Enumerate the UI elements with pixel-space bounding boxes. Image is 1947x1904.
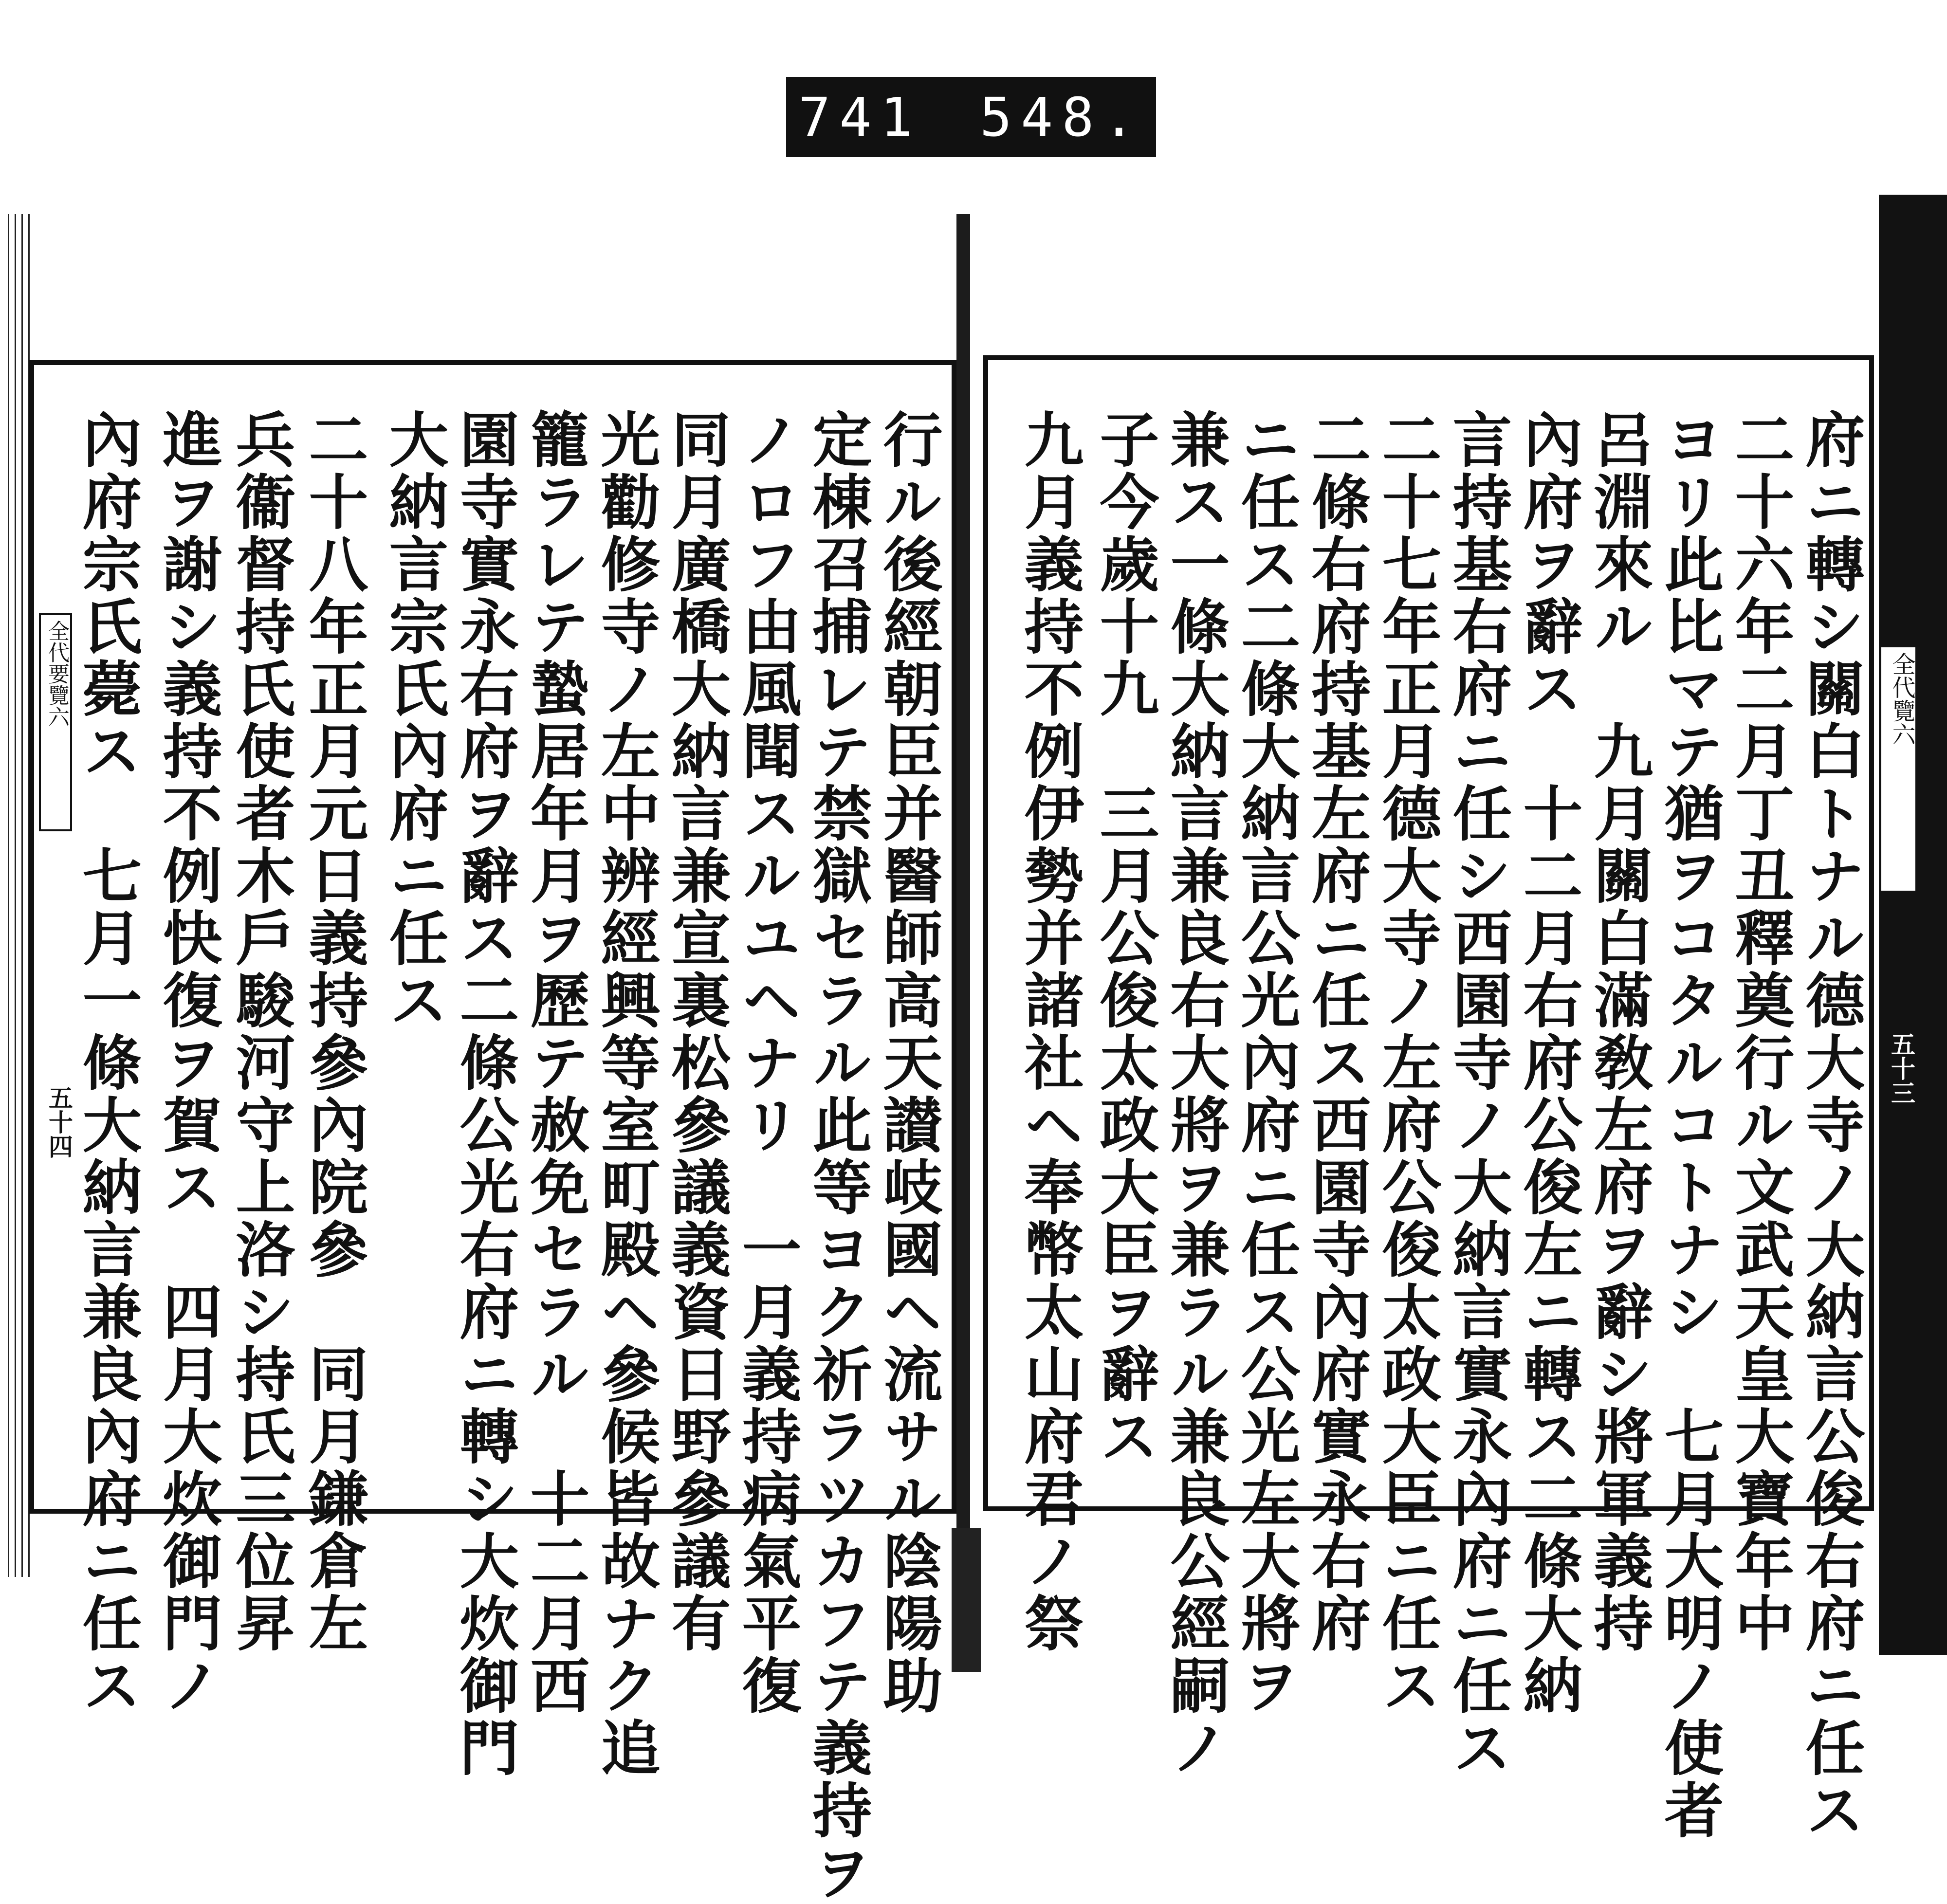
- right-page-column: 九月義持不例伊勢并諸社ヘ奉幣太山府君ノ祭: [1014, 409, 1084, 1655]
- right-page-column: 呂淵來ル 九月關白滿敎左府ヲ辭シ將軍義持: [1584, 409, 1654, 1655]
- left-page-column: ノロフ由風聞スルユヘナリ 一月義持病氣平復: [732, 409, 802, 1717]
- right-page-column: ニ任ス二條大納言公光內府ニ任ス公光左大將ヲ: [1231, 409, 1301, 1717]
- left-page-column: 兵衞督持氏使者木戶駿河守上洛シ持氏三位昇: [226, 409, 296, 1655]
- right-page-column: 言持基右府ニ任シ西園寺ノ大納言實永內府ニ任ス: [1443, 409, 1513, 1779]
- right-page-column: 二十七年正月德大寺ノ左府公俊太政大臣ニ任ス: [1372, 409, 1442, 1717]
- catalog-number-left: 741: [798, 86, 921, 148]
- right-page-column: 內府ヲ辭ス 十二月右府公俊左ニ轉ス二條大納: [1513, 409, 1583, 1717]
- left-page-column: 同月廣橋大納言兼宣裏松參議義資日野參議有: [661, 409, 732, 1655]
- book-gutter-bottom: [952, 1528, 981, 1672]
- left-page-column: 二十八年正月元日義持參內院參 同月鎌倉左: [299, 409, 369, 1655]
- left-page-column: 內府宗氏薨ス 七月一條大納言兼良內府ニ任ス: [73, 409, 143, 1717]
- left-page-column: 進ヲ謝シ義持不例快復ヲ賀ス 四月大炊御門ノ: [153, 409, 223, 1717]
- left-page-column: 定棟召捕レテ禁獄セラル此等ヨク祈ラツカフテ義持ヲ: [803, 409, 873, 1904]
- page-edge-left: [5, 214, 32, 1577]
- right-tab-title: 全代覽六: [1888, 652, 1915, 746]
- right-margin-tab: [1881, 647, 1915, 891]
- page-edge-right: [1879, 195, 1947, 1655]
- left-margin-tab: [39, 613, 72, 831]
- left-page-column: 行ル後經朝臣并醫師高天讃岐國ヘ流サル陰陽助: [873, 409, 943, 1717]
- catalog-number-right: 548.: [979, 86, 1144, 148]
- right-folio: 五十三: [1887, 1032, 1916, 1105]
- left-page-column: 光勸修寺ノ左中辨經興等室町殿ヘ參候皆故ナク追: [591, 409, 661, 1779]
- left-folio: 五十四: [45, 1085, 73, 1158]
- right-page-column: 府ニ轉シ關白トナル德大寺ノ大納言公俊右府ニ任ス: [1796, 409, 1866, 1842]
- right-page-column: 二條右府持基左府ニ任ス西園寺內府實永右府: [1302, 409, 1372, 1655]
- book-gutter: [956, 214, 970, 1672]
- left-page-column: 籠ラレテ蟄居年月ヲ歷テ赦免セラル 十二月西: [520, 409, 590, 1717]
- right-page-column: ヨリ此比マテ猶ヲコタルコトナシ 七月大明ノ使者: [1654, 409, 1725, 1842]
- left-page-column: 大納言宗氏內府ニ任ス: [379, 409, 449, 1032]
- catalog-number-label: [786, 77, 1156, 157]
- left-page-column: 園寺實永右府ヲ辭ス二條公光右府ニ轉シ大炊御門: [450, 409, 520, 1779]
- right-page-column: 子今歲十九 三月公俊太政大臣ヲ辭ス: [1090, 409, 1160, 1468]
- right-page-column: 二十六年二月丁丑釋奠行ル文武天皇大寶年中: [1725, 409, 1795, 1655]
- right-page-column: 兼ス一條大納言兼良右大將ヲ兼ラル兼良公經嗣ノ: [1160, 409, 1231, 1779]
- left-tab-title: 全代要覽六: [44, 620, 69, 727]
